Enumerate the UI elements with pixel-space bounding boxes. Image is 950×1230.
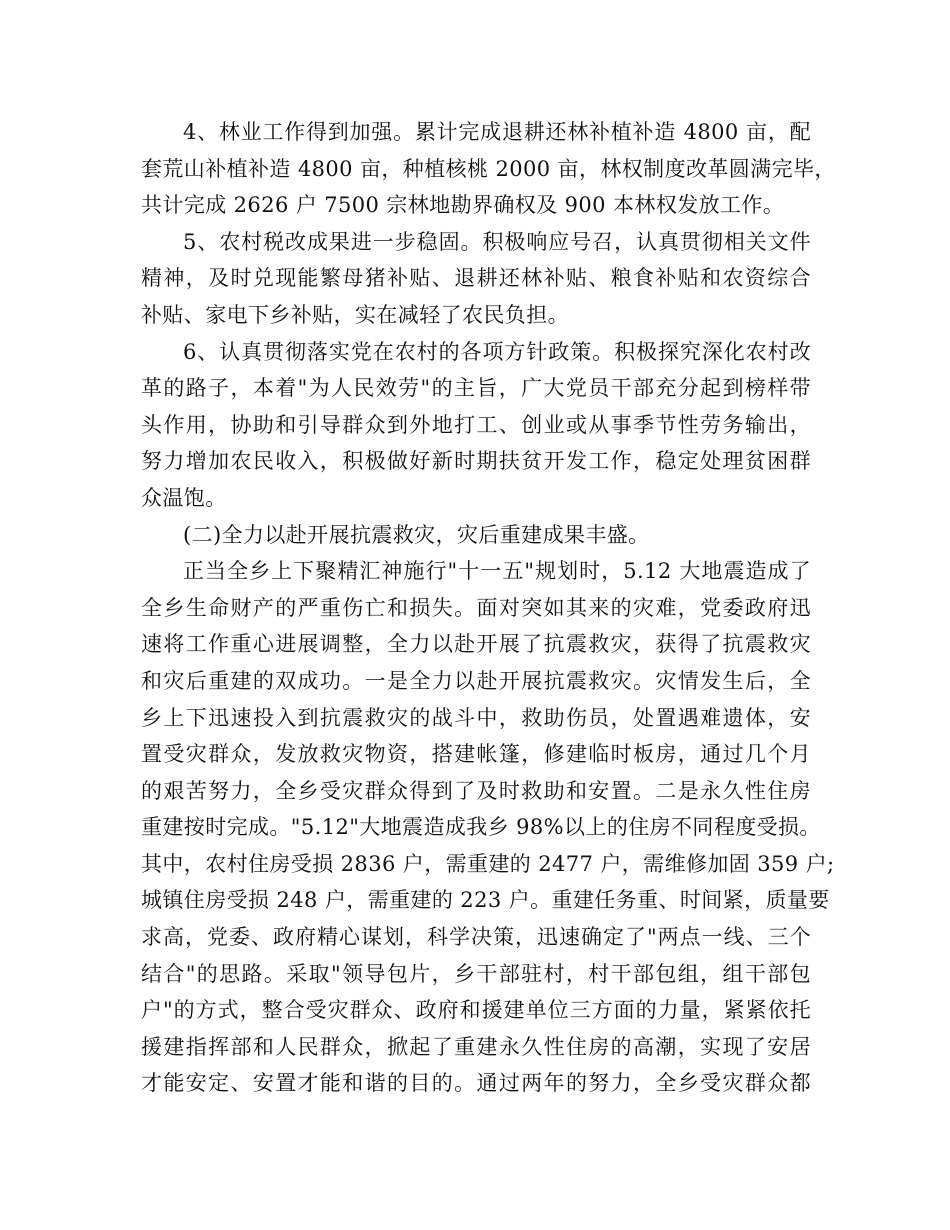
text-line: 乡上下迅速投入到抗震救灾的战斗中，救助伤员，处置遇难遗体，安 bbox=[141, 705, 811, 730]
text-line: 5、农村税改成果进一步稳固。积极响应号召，认真贯彻相关文件 bbox=[183, 229, 811, 254]
text-line: 4、林业工作得到加强。累计完成退耕还林补植补造 4800 亩，配 bbox=[183, 120, 811, 144]
text-line: 共计完成 2626 户 7500 宗林地勘界确权及 900 本林权发放工作。 bbox=[141, 193, 785, 218]
text-line: 城镇住房受损 248 户，需重建的 223 户。重建任务重、时间紧，质量要 bbox=[141, 888, 830, 913]
text-line: 重建按时完成。"5.12"大地震造成我乡 98%以上的住房不同程度受损。 bbox=[141, 815, 821, 840]
text-line: 置受灾群众，发放救灾物资，搭建帐篷，修建临时板房，通过几个月 bbox=[141, 742, 811, 767]
text-line: 援建指挥部和人民群众，掀起了重建永久性住房的高潮，实现了安居 bbox=[141, 1034, 811, 1059]
text-line: 革的路子，本着"为人民效劳"的主旨，广大党员干部充分起到榜样带 bbox=[141, 376, 811, 401]
text-line: 求高，党委、政府精心谋划，科学决策，迅速确定了"两点一线、三个 bbox=[141, 925, 811, 950]
text-line: 6、认真贯彻落实党在农村的各项方针政策。积极探究深化农村改 bbox=[183, 339, 811, 364]
text-line: 全乡生命财产的严重伤亡和损失。面对突如其来的灾难，党委政府迅 bbox=[141, 595, 811, 620]
text-line: 才能安定、安置才能和谐的目的。通过两年的努力，全乡受灾群众都 bbox=[141, 1071, 811, 1096]
text-line: 速将工作重心进展调整，全力以赴开展了抗震救灾，获得了抗震救灾 bbox=[141, 632, 811, 657]
text-line: 头作用，协助和引导群众到外地打工、创业或从事季节性劳务输出， bbox=[141, 412, 811, 437]
text-line: 套荒山补植补造 4800 亩，种植核桃 2000 亩，林权制度改革圆满完毕， bbox=[141, 156, 836, 181]
text-line: 众温饱。 bbox=[141, 485, 227, 510]
text-line: 结合"的思路。采取"领导包片，乡干部驻村，村干部包组，组干部包 bbox=[141, 961, 811, 986]
text-line: 补贴、家电下乡补贴，实在减轻了农民负担。 bbox=[141, 302, 569, 327]
text-line: 的艰苦努力，全乡受灾群众得到了及时救助和安置。二是永久性住房 bbox=[141, 778, 811, 803]
text-line: (二)全力以赴开展抗震救灾，灾后重建成果丰盛。 bbox=[183, 522, 650, 547]
text-line: 正当全乡上下聚精汇神施行"十一五"规划时，5.12 大地震造成了 bbox=[183, 559, 811, 584]
text-line: 精神，及时兑现能繁母猪补贴、退耕还林补贴、粮食补贴和农资综合 bbox=[141, 266, 811, 291]
text-line: 努力增加农民收入，积极做好新时期扶贫开发工作，稳定处理贫困群 bbox=[141, 449, 811, 474]
text-line: 和灾后重建的双成功。一是全力以赴开展抗震救灾。灾情发生后，全 bbox=[141, 668, 811, 693]
text-line: 户"的方式，整合受灾群众、政府和援建单位三方面的力量，紧紧依托 bbox=[141, 998, 811, 1023]
text-line: 其中，农村住房受损 2836 户，需重建的 2477 户，需维修加固 359 户; bbox=[141, 851, 835, 876]
document-body-text bbox=[141, 114, 836, 1102]
